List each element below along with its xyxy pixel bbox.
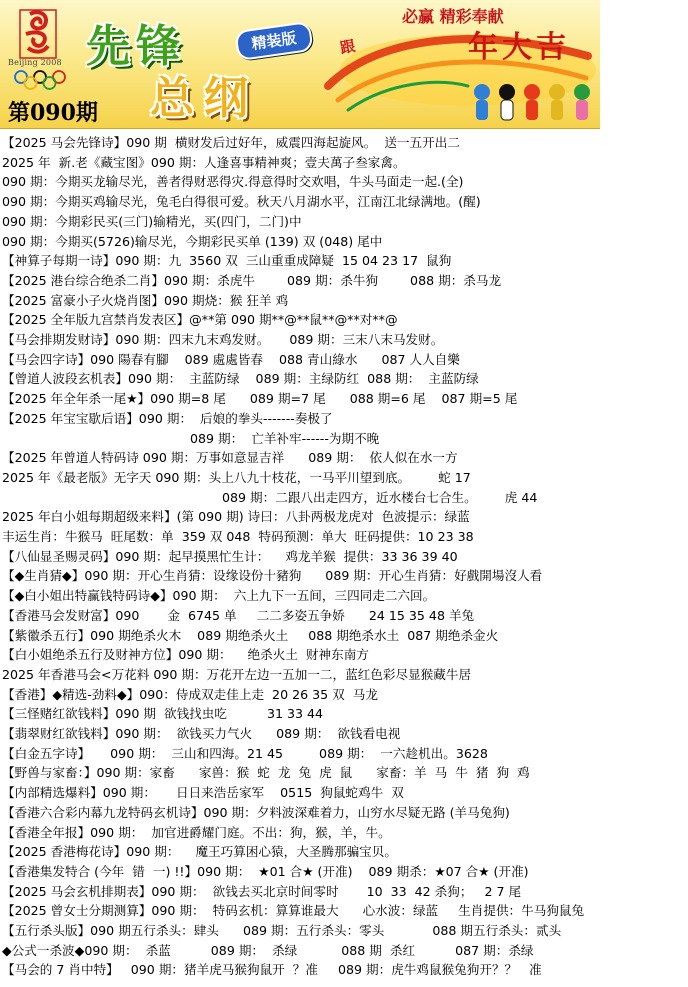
text-line: 【曾道人波段玄机表】090 期： 主蓝防绿 089 期：主绿防红 088 期： 主蓝防绿 — [2, 371, 479, 387]
text-line: 2025 年香港马会<万花料 090 期：万花开左边一五加一二，蓝红色彩尽显猴藏牛居 — [2, 666, 472, 682]
title-bottom: 总纲 — [150, 73, 258, 124]
text-line: 【内部精选爆料】090 期： 日日来浩岳家军 0515 狗鼠蛇鸡牛 双 — [2, 785, 404, 801]
text-line: 【◆生肖猜◆】090 期：开心生肖猜：设缘设份十豬狗 089 期：开心生肖猜：好戲開場沒人看 — [2, 568, 543, 584]
beijing-2008-emblem-icon — [8, 8, 70, 78]
text-line: 【白金五字诗】 090 期： 三山和四海。21 45 089 期： 一六趁机出。3628 — [2, 745, 488, 761]
beijing-2008-text: Beijing 2008 — [8, 58, 62, 67]
text-line: 2025 年 新.老《藏宝图》090 期：人逢喜事精神爽；壹夫萬子叁家禽。 — [2, 154, 406, 170]
text-line: 【2025 马会玄机排期表】090 期： 欲钱去买北京时间零时 10 33 42 杀狗； 2 7 尾 — [2, 883, 522, 899]
motto-text: 必赢 精彩奉献 — [402, 7, 504, 26]
text-line: 【野兽与家畜：】090 期：家畜 家兽：猴 蛇 龙 兔 虎 鼠 家畜：羊 马 牛 猪 狗 鸡 — [2, 765, 530, 781]
text-line: 090 期：今期买龙输尽光，善者得财恶得灾.得意得时交欢唱，牛头马面走一起.(全) — [2, 174, 464, 190]
year-greeting: 年大吉 — [468, 30, 570, 65]
text-line: 090 期：今期彩民买(三门)输精光，买(四门，二门)中 — [2, 213, 302, 229]
text-line: 089 期：二跟八出走四方，近水楼台七合生。 虎 44 — [222, 489, 538, 505]
text-line: 【香港六合彩内幕九龙特码玄机诗】090 期：夕料波深难着力，山穷水尽疑无路 (羊马兔狗) — [2, 804, 510, 820]
edition-badge: 精装版 — [234, 21, 313, 61]
text-line: 【香港马会发财富】090 金 6745 单 二二多姿五争娇 24 15 35 48 羊兔 — [2, 607, 475, 623]
text-line: 2025 年白小姐每期超级来料】(第 090 期) 诗曰：八卦两极龙虎对 色波提示：绿蓝 — [2, 509, 470, 525]
mascots-icon — [470, 80, 596, 124]
text-line: 【◆白小姐出特赢钱特码诗◆】090 期： 六上九下一五间，三四同走二六回。 — [2, 588, 436, 604]
text-line: 090 期：今期买鸡输尽光，兔毛白得很可爱。秋天八月湖水平，江南江北绿满地。(醒) — [2, 194, 481, 210]
follow-text: 跟 — [338, 36, 357, 58]
text-line: 【三怪赌红欲钱料】090 期 欲钱找虫吃 31 33 44 — [2, 706, 324, 722]
text-line: 【紫徽杀五行】090 期绝杀火木 089 期绝杀火土 088 期绝杀水土 087 期绝杀金火 — [2, 627, 499, 643]
issue-number: 第090期 — [8, 100, 98, 126]
text-line: 【2025 马会先锋诗】090 期 横财发后过好年，威震四海起旋风。 送一五开出二 — [2, 135, 460, 150]
text-line: 【香港】◆精选-劲料◆】090：侍成双走佳上走 20 26 35 双 马龙 — [2, 686, 378, 702]
text-line: 【2025 香港梅花诗】090 期： 魔王巧算困心猿，大圣腾那骗宝贝。 — [2, 844, 397, 860]
text-line: 【白小姐绝杀五行及财神方位】090 期： 绝杀火土 财神东南方 — [2, 647, 369, 663]
text-line: 【香港集发特合 (今年 错 一) !!】090 期： ★01 合★ (开准) 089 期杀：★07 合★ (开准) — [2, 863, 529, 879]
title-top: 先锋 — [86, 21, 186, 72]
text-line: 【2025 港台综合绝杀二肖】090 期：杀虎牛 089 期：杀牛狗 088 期：杀马龙 — [2, 272, 502, 288]
text-line: 【2025 曾女士分期测算】090 期： 特码玄机：算算谁最大 心水波：绿蓝 生肖提供：牛马狗鼠兔 — [2, 903, 585, 919]
text-line: 【五行杀头版】090 期五行杀头：肆头 089 期：五行杀头：零头 088 期五行杀头：贰头 — [2, 923, 562, 938]
text-line: 【2025 年宝宝歇后语】090 期： 后娘的拳头-------奏极了 — [2, 410, 333, 426]
text-line: 089 期： 亡羊补牢------为期不晚 — [190, 430, 380, 446]
text-line: 【香港全年报】090 期： 加官进爵耀门庭。不出：狗，猴，羊，牛。 — [2, 824, 391, 840]
text-line: 【马会四字诗】090 陽春有腳 089 處處皆春 088 青山綠水 087 人人自樂 — [2, 351, 460, 367]
text-line: 2025 年《最老版》无字天 090 期：头上八九十枝花，一马平川望到底。 蛇 17 — [2, 469, 471, 485]
text-line: 【2025 富豪小子火烧肖图】090 期烧：猴 狂羊 鸡 — [2, 292, 289, 308]
text-line: 丰运生肖：牛猴马 旺尾数：单 359 双 048 特码预测：单大 旺码提供：10 23 38 — [2, 529, 474, 544]
header-banner — [0, 0, 600, 129]
text-line: 【神算子每期一诗】090 期：九 3560 双 三山重重成障疑 15 04 23 17 鼠狗 — [2, 253, 452, 269]
text-line: 【马会的 7 肖中特】 090 期：猪羊虎马猴狗鼠开 ？准 089 期：虎牛鸡鼠猴兔狗开？？ 准 — [2, 962, 542, 978]
olympic-rings-icon — [12, 70, 68, 90]
text-line: 【八仙显圣赐灵码】090 期：起早摸黑忙生计： 鸡龙羊猴 提供：33 36 39 40 — [2, 548, 458, 564]
text-line: 【马会排期发财诗】090 期：四末九末鸡发财。 089 期：三末八末马发财。 — [2, 332, 444, 347]
text-line: 【翡翠财红欲钱料】090 期： 欲钱买力气火 089 期： 欲钱看电视 — [2, 726, 401, 741]
text-line: 【2025 全年版九宫禁肖发表区】@**第 090 期**@**鼠**@**对**@ — [2, 312, 398, 328]
text-line: 090 期：今期买(5726)输尽光，今期彩民买单 (139) 双 (048) 尾中 — [2, 233, 383, 249]
text-line: 【2025 年曾道人特码诗 090 期：万事如意显吉祥 089 期： 依人似在水一方 — [2, 450, 458, 466]
text-line: ◆公式一杀波◆090 期： 杀蓝 089 期： 杀绿 088 期 杀红 087 期：杀绿 — [2, 942, 534, 958]
text-line: 【2025 年全年杀一尾★】090 期=8 尾 089 期=7 尾 088 期=6 尾 087 期=5 尾 — [2, 391, 518, 407]
